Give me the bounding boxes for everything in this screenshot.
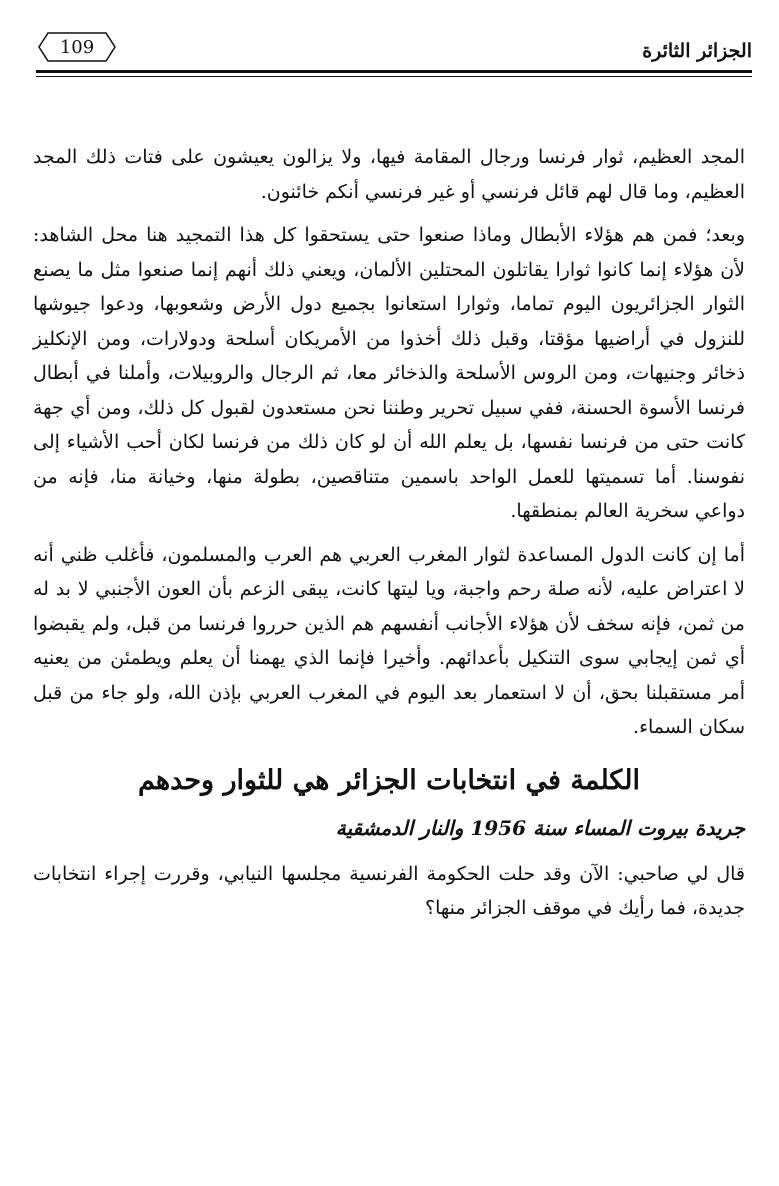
paragraph-2: وبعد؛ فمن هم هؤلاء الأبطال وماذا صنعوا حتى يستحقوا كل هذا التمجيد هنا محل الشاهد: لأن هؤلاء إنما كانوا ثوارا يقاتلون المحتلين الألمان، ويعني ذلك أنهم إنما صنعوا مثل ما يصنع الثوار الجزائريون اليوم تماما، وثوارا استعانوا بجميع دول الأرض وشعوبها، ودعوا جيوشها للنزول في أراضيها مؤقتا، وقبل ذلك أخذوا من الأمريكان أسلحة ودولارات، ومن الإنكليز ذخائر وجنيهات، ومن الروس الأسلحة والذخائر معا، ثم الرجال والروبيلات، وأملنا في أبطال فرنسا الأسوة الحسنة، ففي سبيل تحرير وطننا نحن مستعدون لقبول كل ذلك، ومن أي جهة كانت حتى من فرنسا نفسها، بل يعلم الله أن لو كان ذلك من فرنسا لكان أحب الأشياء إلى نفوسنا. أما تسميتها للعمل الواحد باسمين متناقصين، بطولة منها، وخيانة منا، فإنه من دواعي سخرية العالم بمنطقها. [33,224,745,522]
paragraph-3: أما إن كانت الدول المساعدة لثوار المغرب العربي هم العرب والمسلمون، فأغلب ظني أنه لا اعتراض عليه، لأنه صلة رحم واجبة، ويا ليتها كانت، يبقى الزعم بأن العون الأجنبي لا بد له من ثمن، فإنه سخف لأن هؤلاء الأجانب أنفسهم هم الذين حرروا فرنسا من قبل، ولم يقبضوا أي ثمن إيجابي سوى التنكيل بأعدائهم. وأخيرا فإنما الذي يهمنا أن يعلم ويطمئن من يعنيه أمر مستقبلنا بحق، أن لا استعمار بعد اليوم في المغرب العربي بإذن الله، ولو جاء من قبل سكان السماء. [33,543,745,738]
header-rule-thick [36,70,752,73]
page-number-frame [36,30,118,64]
paragraph-4: قال لي صاحبي: الآن وقد حلت الحكومة الفرنسية مجلسها النيابي، وقررت إجراء انتخابات جديدة، فما رأيك في موقف الجزائر منها؟ [33,862,745,919]
section-heading: الكلمة في انتخابات الجزائر هي للثوار وحدهم [137,764,641,796]
running-title: الجزائر الثائرة [642,40,752,62]
paragraph-1: المجد العظيم، ثوار فرنسا ورجال المقامة فيها، ولا يزالون يعيشون على فتات ذلك المجد العظيم، وما قال لهم قائل فرنسي أو غير فرنسي أنكم خائنون. [33,146,745,203]
page-body [33,140,745,926]
page-number: 109 [59,37,95,58]
header-rule-thin [36,76,752,77]
source-line: جريدة بيروت المساء سنة 1956 والنار الدمشقية [335,815,745,840]
running-header [36,30,752,70]
